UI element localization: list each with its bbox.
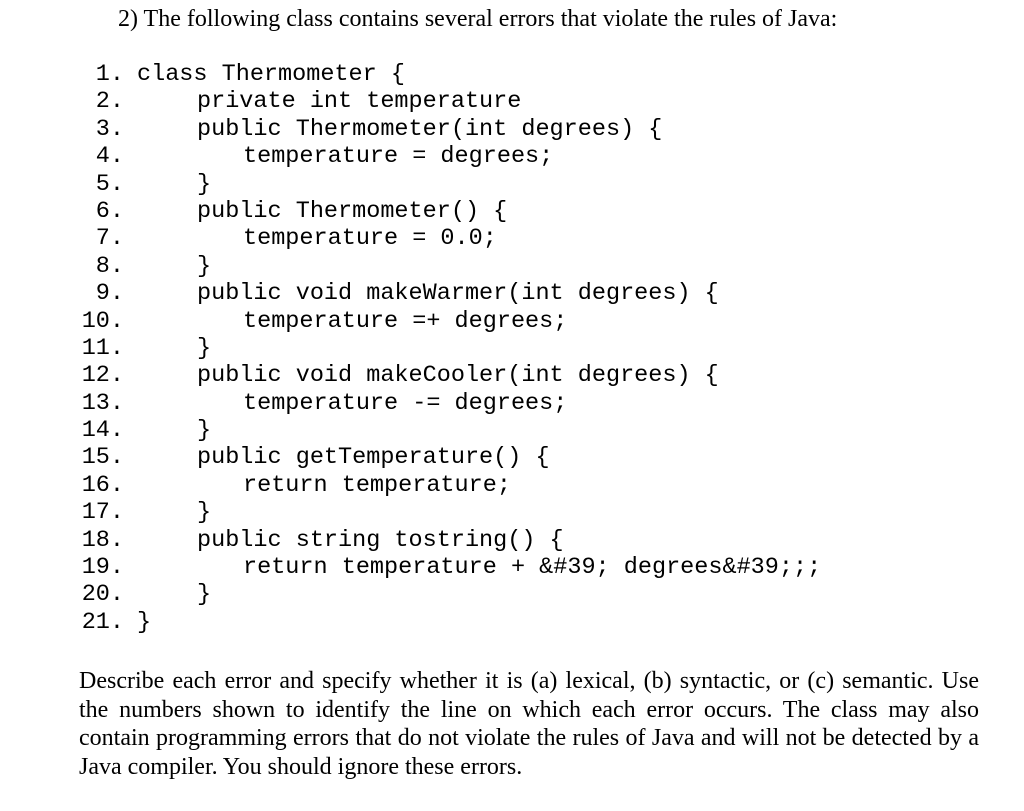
code-line (0, 225, 1024, 252)
code-line (0, 527, 1024, 554)
line-number: 5. (95, 170, 124, 198)
line-number: 3. (95, 115, 124, 143)
line-number: 10. (81, 307, 124, 335)
line-number: 1. (95, 61, 124, 88)
line-number: 19. (81, 554, 124, 582)
code-text: public Thermometer(int degrees) { (197, 115, 663, 143)
code-text: return temperature; (243, 471, 511, 499)
code-text: } (197, 417, 212, 445)
code-line (0, 335, 1024, 362)
code-text: public void makeWarmer(int degrees) { (197, 280, 719, 308)
code-line (0, 116, 1024, 143)
code-text: public getTemperature() { (197, 444, 550, 472)
line-number: 15. (81, 444, 124, 472)
code-text: } (137, 608, 152, 636)
line-number: 8. (95, 252, 124, 280)
line-number: 17. (81, 499, 124, 527)
code-text: } (197, 499, 212, 527)
code-text: private int temperature (197, 88, 522, 116)
line-number: 21. (81, 608, 124, 636)
line-number: 9. (95, 280, 124, 308)
line-number: 14. (81, 417, 124, 445)
code-text: return temperature + &#39; degrees&#39;;; (243, 554, 822, 582)
code-listing (0, 61, 1024, 636)
code-text: public Thermometer() { (197, 197, 508, 225)
code-line (0, 61, 1024, 88)
line-number: 4. (95, 143, 124, 171)
code-line (0, 390, 1024, 417)
code-line (0, 554, 1024, 581)
code-text: } (197, 170, 212, 198)
code-text: public string tostring() { (197, 526, 564, 554)
line-number: 12. (81, 362, 124, 390)
code-line (0, 362, 1024, 389)
instructions-paragraph: Describe each error and specify whether it is (a) lexical, (b) syntactic, or (c) semantic. Use the numbers shown to identify the line on which each error occurs. The class may also contain programming errors that do not violate the rules of Java and will not be detected by a Java compiler. You should ignore these errors. (79, 668, 979, 780)
code-text: temperature -= degrees; (243, 389, 568, 417)
code-text: } (197, 334, 212, 362)
code-line (0, 444, 1024, 471)
line-number: 2. (95, 88, 124, 116)
code-line (0, 88, 1024, 115)
code-text: temperature = degrees; (243, 143, 554, 171)
code-line (0, 581, 1024, 608)
code-text: temperature =+ degrees; (243, 307, 568, 335)
code-line (0, 609, 1024, 636)
code-line (0, 143, 1024, 170)
code-line (0, 280, 1024, 307)
code-line (0, 417, 1024, 444)
code-line (0, 171, 1024, 198)
code-text: temperature = 0.0; (243, 225, 497, 253)
code-text: } (197, 252, 212, 280)
line-number: 7. (95, 225, 124, 253)
line-number: 16. (81, 471, 124, 499)
line-number: 6. (95, 197, 124, 225)
code-line (0, 308, 1024, 335)
code-text: } (197, 581, 212, 609)
code-line (0, 472, 1024, 499)
code-text: class Thermometer { (137, 61, 405, 88)
code-line (0, 198, 1024, 225)
question-title: 2) The following class contains several errors that violate the rules of Java: (118, 6, 838, 32)
code-line (0, 499, 1024, 526)
code-line (0, 253, 1024, 280)
line-number: 11. (81, 334, 124, 362)
line-number: 13. (81, 389, 124, 417)
line-number: 18. (81, 526, 124, 554)
code-text: public void makeCooler(int degrees) { (197, 362, 719, 390)
line-number: 20. (81, 581, 124, 609)
